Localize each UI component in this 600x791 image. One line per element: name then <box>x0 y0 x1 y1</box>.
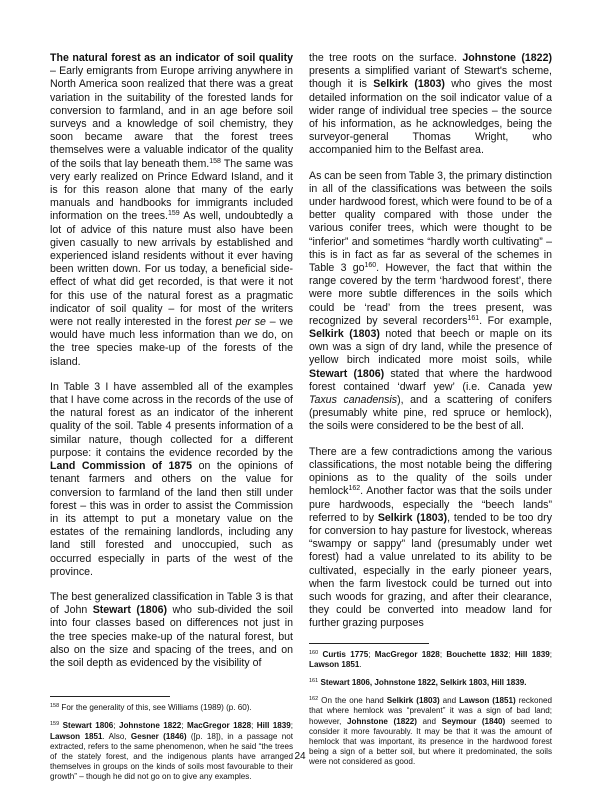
page-number: 24 <box>294 751 306 762</box>
footnote-ref-158: 158 <box>209 157 221 165</box>
footnote-ref-162: 162 <box>348 485 361 493</box>
left-column <box>50 52 293 791</box>
footnote-divider <box>309 643 429 644</box>
paragraph-contradictions: There are a few contradictions among the various classifications, the most notable being the differing opinions as to the quality of the soils under hemlock$^{162}$. Another factor was that the soils under pure hardwoods, especially the “beech lands” referred to by Selkirk (1803), tended to be too dry for conversion to hay pasture for livestock, whereas “swampy or sappy” land (presumably under wet forest) had a value unrelated to its ability to be cultivated, especially in the early pioneer years, when the farm livestock could be turned out into such woods for grazing, and after their clearance, they could be converted into meadow land for further grazing purposes <box>309 445 552 630</box>
footnote-158: $^{158}$ For the generality of this, see Williams (1989) (p. 60). <box>50 703 252 713</box>
paragraph-stewart-classification: The best generalized classification in Table 3 is that of John Stewart (1806) who sub-divided the soil into four classes based on differences not just in the tree species make-up of the natural forest, but also on the size and spacing of the trees, and on the soil depth as evidenced by the visibility of <box>50 590 293 669</box>
paragraph-table-3: In Table 3 I have assembled all of the examples that I have come across in the records of the use of the natural forest as an indicator of the inherent quality of the soil. Table 4 presents information of a similar nature, though collected for a different purpose: it contains the evidence recorded by the Land Commission of 1875 on the opinions of tenant farmers and others on the value for conversion to farmland of the land then still under forest – this was in order to assist the Commission in its attempt to put a monetary value on the estates of the remaining landlords, including any land still forested and unoccupied, such as occurred especially in parts of the west of the province. <box>50 380 293 578</box>
footnote-159: $^{159}$ Stewart 1806; Johnstone 1822; MacGregor 1828; Hill 1839; Lawson 1851. Also, Gesner (1846) ([p. 18]), in a passage not extracted, refers to the same phenomenon, when he said “the trees of the stately forest, and the indigenous plants have arranged themselves in groups on the kinds of soils most favourable to their growth” – though he did not go on to give any examples. <box>50 721 294 782</box>
footnote-ref-159: 159 <box>167 210 180 218</box>
paragraph-soil-indicator: The natural forest as an indicator of soil quality – Early emigrants from Europe arriving anywhere in North America soon realized that there was a great variation in the suitability of the forested lands for conversion to farmland, and in an age before soil surveys and a knowledge of soil chemistry, they soon became aware that the forest trees themselves were a valuable indicator of the quality of the soils that lay beneath them.$^{158}$ The same was very early realized on Prince Edward Island, and it is for this reason alone that many of the early manuals and handbooks for immigrants included information on the trees.$^{159}$ As well, undoubtedly a lot of advice of this nature must also have been given casually to new arrivals by established and experienced island residents without it ever having been written down. For us today, a beneficial side-effect of what did get recorded, is that were it not for this use of the natural forest as a pragmatic indicator of soil quality – for most of the writers were not really interested in the forest per se – we would have much less information than we do, on the tree species make-up of the forests of the island. <box>50 52 293 368</box>
footnote-ref-160: 160 <box>364 262 377 270</box>
right-column <box>309 52 552 776</box>
paragraph-hardwood-conifer: As can be seen from Table 3, the primary distinction in all of the classifications was between the soils under hardwood forest, which were found to be of a better quality compared with those under the various conifer trees, which were thought to be “inferior” and sometimes “hardly worth cultivating” – this is in fact as far as several of the schemes in Table 3 $go^{160}$. However, the fact that within the range covered by the term ‘hardwood forest’, there were more subtle differences in the soils which could be ‘read’ from the trees present, was recognized by several recorders$^{161}$. For example, Selkirk (1803) noted that beech or maple on its own was a sign of dry land, while the presence of yellow birch indicated more moist soils, while Stewart (1806) stated that where the hardwood forest contained ‘dwarf yew’ (i.e. Canada yew Taxus canadensis), and a scattering of conifers (presumably white pine, red spruce or hemlock), the soils were considered to be the best of all. <box>309 169 552 433</box>
footnote-162: $^{162}$ On the one hand Selkirk (1803) and Lawson (1851) reckoned that where hemlock was “prevalent” it was a sign of bad land; however, Johnstone (1822) and Seymour (1840) seemed to consider it more favourably. It may be that it was the amount of hemlock that was important, its presence in the hardwood forest being a sign of a better soil, but where it predominated, the soils were not considered as good. <box>309 696 552 767</box>
footnote-160: $^{160}$ Curtis 1775; MacGregor 1828; Bouchette 1832; Hill 1839; Lawson 1851. <box>309 649 552 669</box>
paragraph-johnstone-selkirk: the tree roots on the surface. Johnstone (1822) presents a simplified variant of Stewart's scheme, though it is Selkirk (1803) who gives the most detailed information on the soil indicator value of a wider range of individual tree species – the source of his information, as he acknowledges, being the surveyor-general Thomas Wright, who accompanied him to the Belfast area. <box>309 52 553 157</box>
footnote-divider <box>50 696 170 697</box>
footnote-ref-161: 161 <box>467 314 480 322</box>
section-heading: The natural forest as an indicator of soil quality <box>50 52 293 64</box>
footnote-161: $^{161}$ Stewart 1806, Johnstone 1822, Selkirk 1803, Hill 1839. <box>309 677 527 687</box>
